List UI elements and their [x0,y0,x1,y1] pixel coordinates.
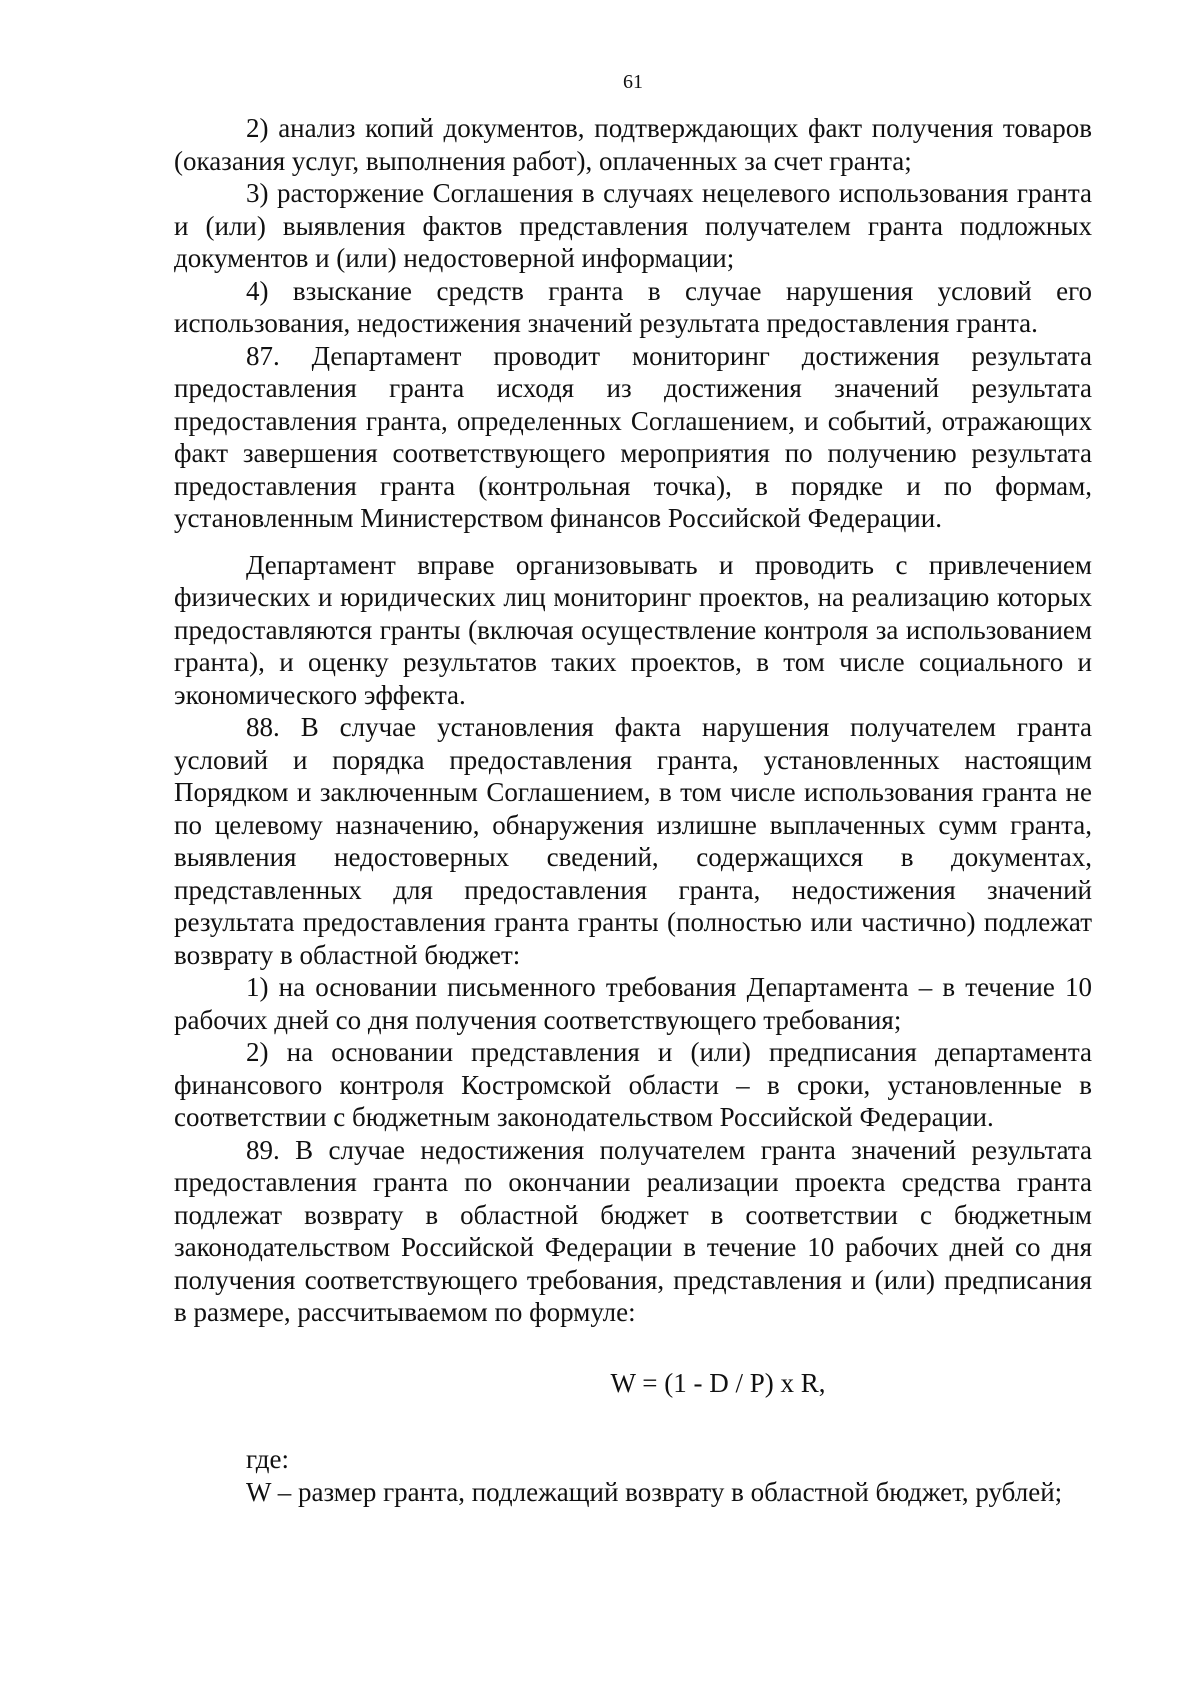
paragraph-item-4: 4) взыскание средств гранта в случае нарушения условий его использования, недостижения значений результата предоставления гранта. [174,275,1092,338]
paragraph-item-2: 2) анализ копий документов, подтверждающих факт получения товаров (оказания услуг, выполнения работ), оплаченных за счет гранта; [174,113,1092,176]
paragraph-item-3: 3) расторжение Соглашения в случаях нецелевого использования гранта и (или) выявления фактов представления получателем гранта подложных документов и (или) недостоверной информации; [174,178,1092,273]
paragraph-87-monitoring: Департамент вправе организовывать и проводить с привлечением физических и юридических лиц мониторинг проектов, на реализацию которых предоставляются гранты (включая осуществление контроля за использованием гранта), и оценку результатов таких проектов, в том числе социального и экономического эффекта. [174,549,1092,710]
page-number: 61 [623,71,643,93]
document-body [174,112,1092,1508]
refund-formula: W = (1 - D / P) x R, [610,1367,826,1398]
definition-w: W – размер гранта, подлежащий возврату в областной бюджет, рублей; [246,1476,1063,1507]
paragraph-88: 88. В случае установления факта нарушения получателем гранта условий и порядка предоставления гранта, установленных настоящим Порядком и заключенным Соглашением, в том числе использования гранта не по целевому назначению, обнаружения излишне выплаченных сумм гранта, выявления недостоверных сведений, содержащихся в документах, представленных для предоставления гранта, недостижения значений результата предоставления гранта гранты (полностью или частично) подлежат возврату в областной бюджет: [174,712,1092,970]
paragraph-88-item-1: 1) на основании письменного требования Департамента – в течение 10 рабочих дней со дня получения соответствующего требования; [174,972,1092,1035]
where-label: где: [246,1444,289,1474]
paragraph-88-item-2: 2) на основании представления и (или) предписания департамента финансового контроля Костромской области – в сроки, установленные в соответствии с бюджетным законодательством Российской Федерации. [174,1037,1092,1132]
paragraph-89: 89. В случае недостижения получателем гранта значений результата предоставления гранта по окончании реализации проекта средства гранта подлежат возврату в областной бюджет в соответствии с бюджетным законодательством Российской Федерации в течение 10 рабочих дней со дня получения соответствующего требования, представления и (или) предписания в размере, рассчитываемом по формуле: [174,1134,1092,1327]
paragraph-87: 87. Департамент проводит мониторинг достижения результата предоставления гранта исходя из достижения значений результата предоставления гранта, определенных Соглашением, и событий, отражающих факт завершения соответствующего мероприятия по получению результата предоставления гранта (контрольная точка), в порядке и по формам, установленным Министерством финансов Российской Федерации. [174,340,1092,533]
